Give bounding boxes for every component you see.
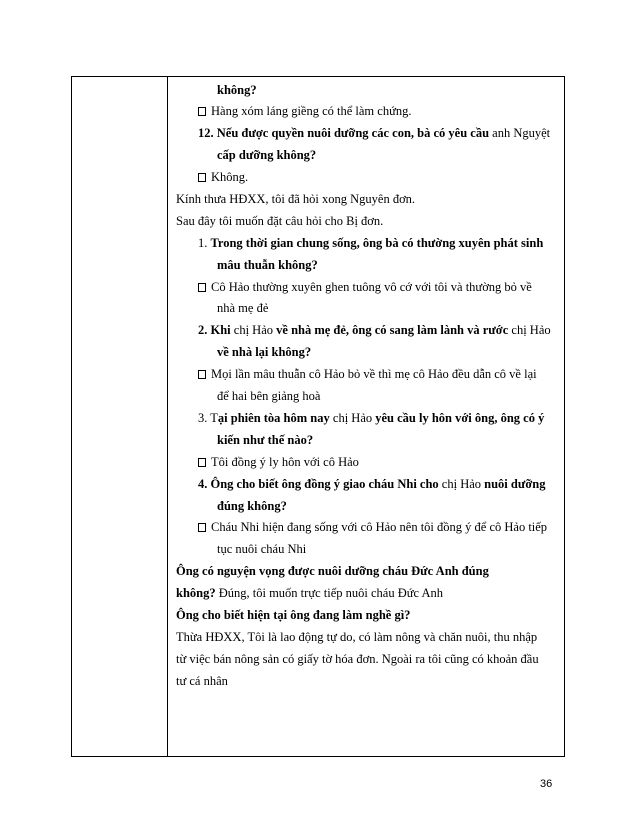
page-number: 36 [540, 778, 553, 790]
question-line: 2. Khi chị Hảo về nhà mẹ đẻ, ông có sang làm lành và rước chị Hảo [198, 323, 551, 337]
checkbox-icon [198, 370, 206, 379]
answer-line: để hai bên giảng hoà [217, 389, 321, 403]
question-line: Ông có nguyện vọng được nuôi dưỡng cháu Đức Anh đúng [176, 564, 489, 578]
checkbox-icon [198, 283, 206, 292]
question-line: không? Đúng, tôi muốn trực tiếp nuôi cháu Đức Anh [176, 586, 444, 600]
answer-line: Tôi đồng ý ly hôn với cô Hảo [198, 453, 359, 471]
answer-line: từ việc bán nông sản có giấy tờ hóa đơn. Ngoài ra tôi cũng có khoản đầu [176, 652, 539, 666]
answer-line: Mọi lần mâu thuẫn cô Hảo bỏ về thì mẹ cô Hảo đều dẫn cô về lại [198, 365, 537, 383]
answer-line: Cháu Nhi hiện đang sống với cô Hảo nên tôi đồng ý để cô Hảo tiếp [198, 518, 547, 536]
text-line: Sau đây tôi muốn đặt câu hỏi cho Bị đơn. [176, 214, 384, 228]
question-line: 12. Nếu được quyền nuôi dưỡng các con, bà có yêu cầu anh Nguyệt [198, 126, 551, 140]
question-line: 1. Trong thời gian chung sống, ông bà có thường xuyên phát sinh [198, 236, 544, 250]
text-line: Kính thưa HĐXX, tôi đã hỏi xong Nguyên đơn. [176, 192, 416, 206]
question-line: về nhà lại không? [217, 345, 312, 359]
question-line: đúng không? [217, 499, 287, 513]
answer-line: Thừa HĐXX, Tôi là lao động tự do, có làm nông và chăn nuôi, thu nhập [176, 630, 538, 644]
question-line: 3. Tại phiên tòa hôm nay chị Hảo yêu cầu ly hôn với ông, ông có ý [198, 411, 545, 425]
question-line: 4. Ông cho biết ông đồng ý giao cháu Nhi cho chị Hảo nuôi dưỡng [198, 477, 546, 491]
checkbox-icon [198, 458, 206, 467]
answer-line: Hàng xóm láng giềng có thể làm chứng. [198, 102, 411, 120]
text-line: không? [217, 83, 257, 97]
answer-line: Cô Hảo thường xuyên ghen tuông vô cớ với tôi và thường bỏ về [198, 278, 532, 296]
answer-line: nhà mẹ đẻ [217, 301, 269, 315]
column-divider [167, 76, 168, 757]
question-line: kiến như thế nào? [217, 433, 314, 447]
question-line: cấp dưỡng không? [217, 148, 317, 162]
answer-line: tư cá nhân [176, 674, 228, 688]
answer-line: Không. [198, 168, 248, 186]
checkbox-icon [198, 523, 206, 532]
checkbox-icon [198, 107, 206, 116]
question-line: mâu thuẫn không? [217, 258, 318, 272]
question-line: Ông cho biết hiện tại ông đang làm nghề gì? [176, 608, 411, 622]
answer-line: tục nuôi cháu Nhi [217, 542, 307, 556]
checkbox-icon [198, 173, 206, 182]
